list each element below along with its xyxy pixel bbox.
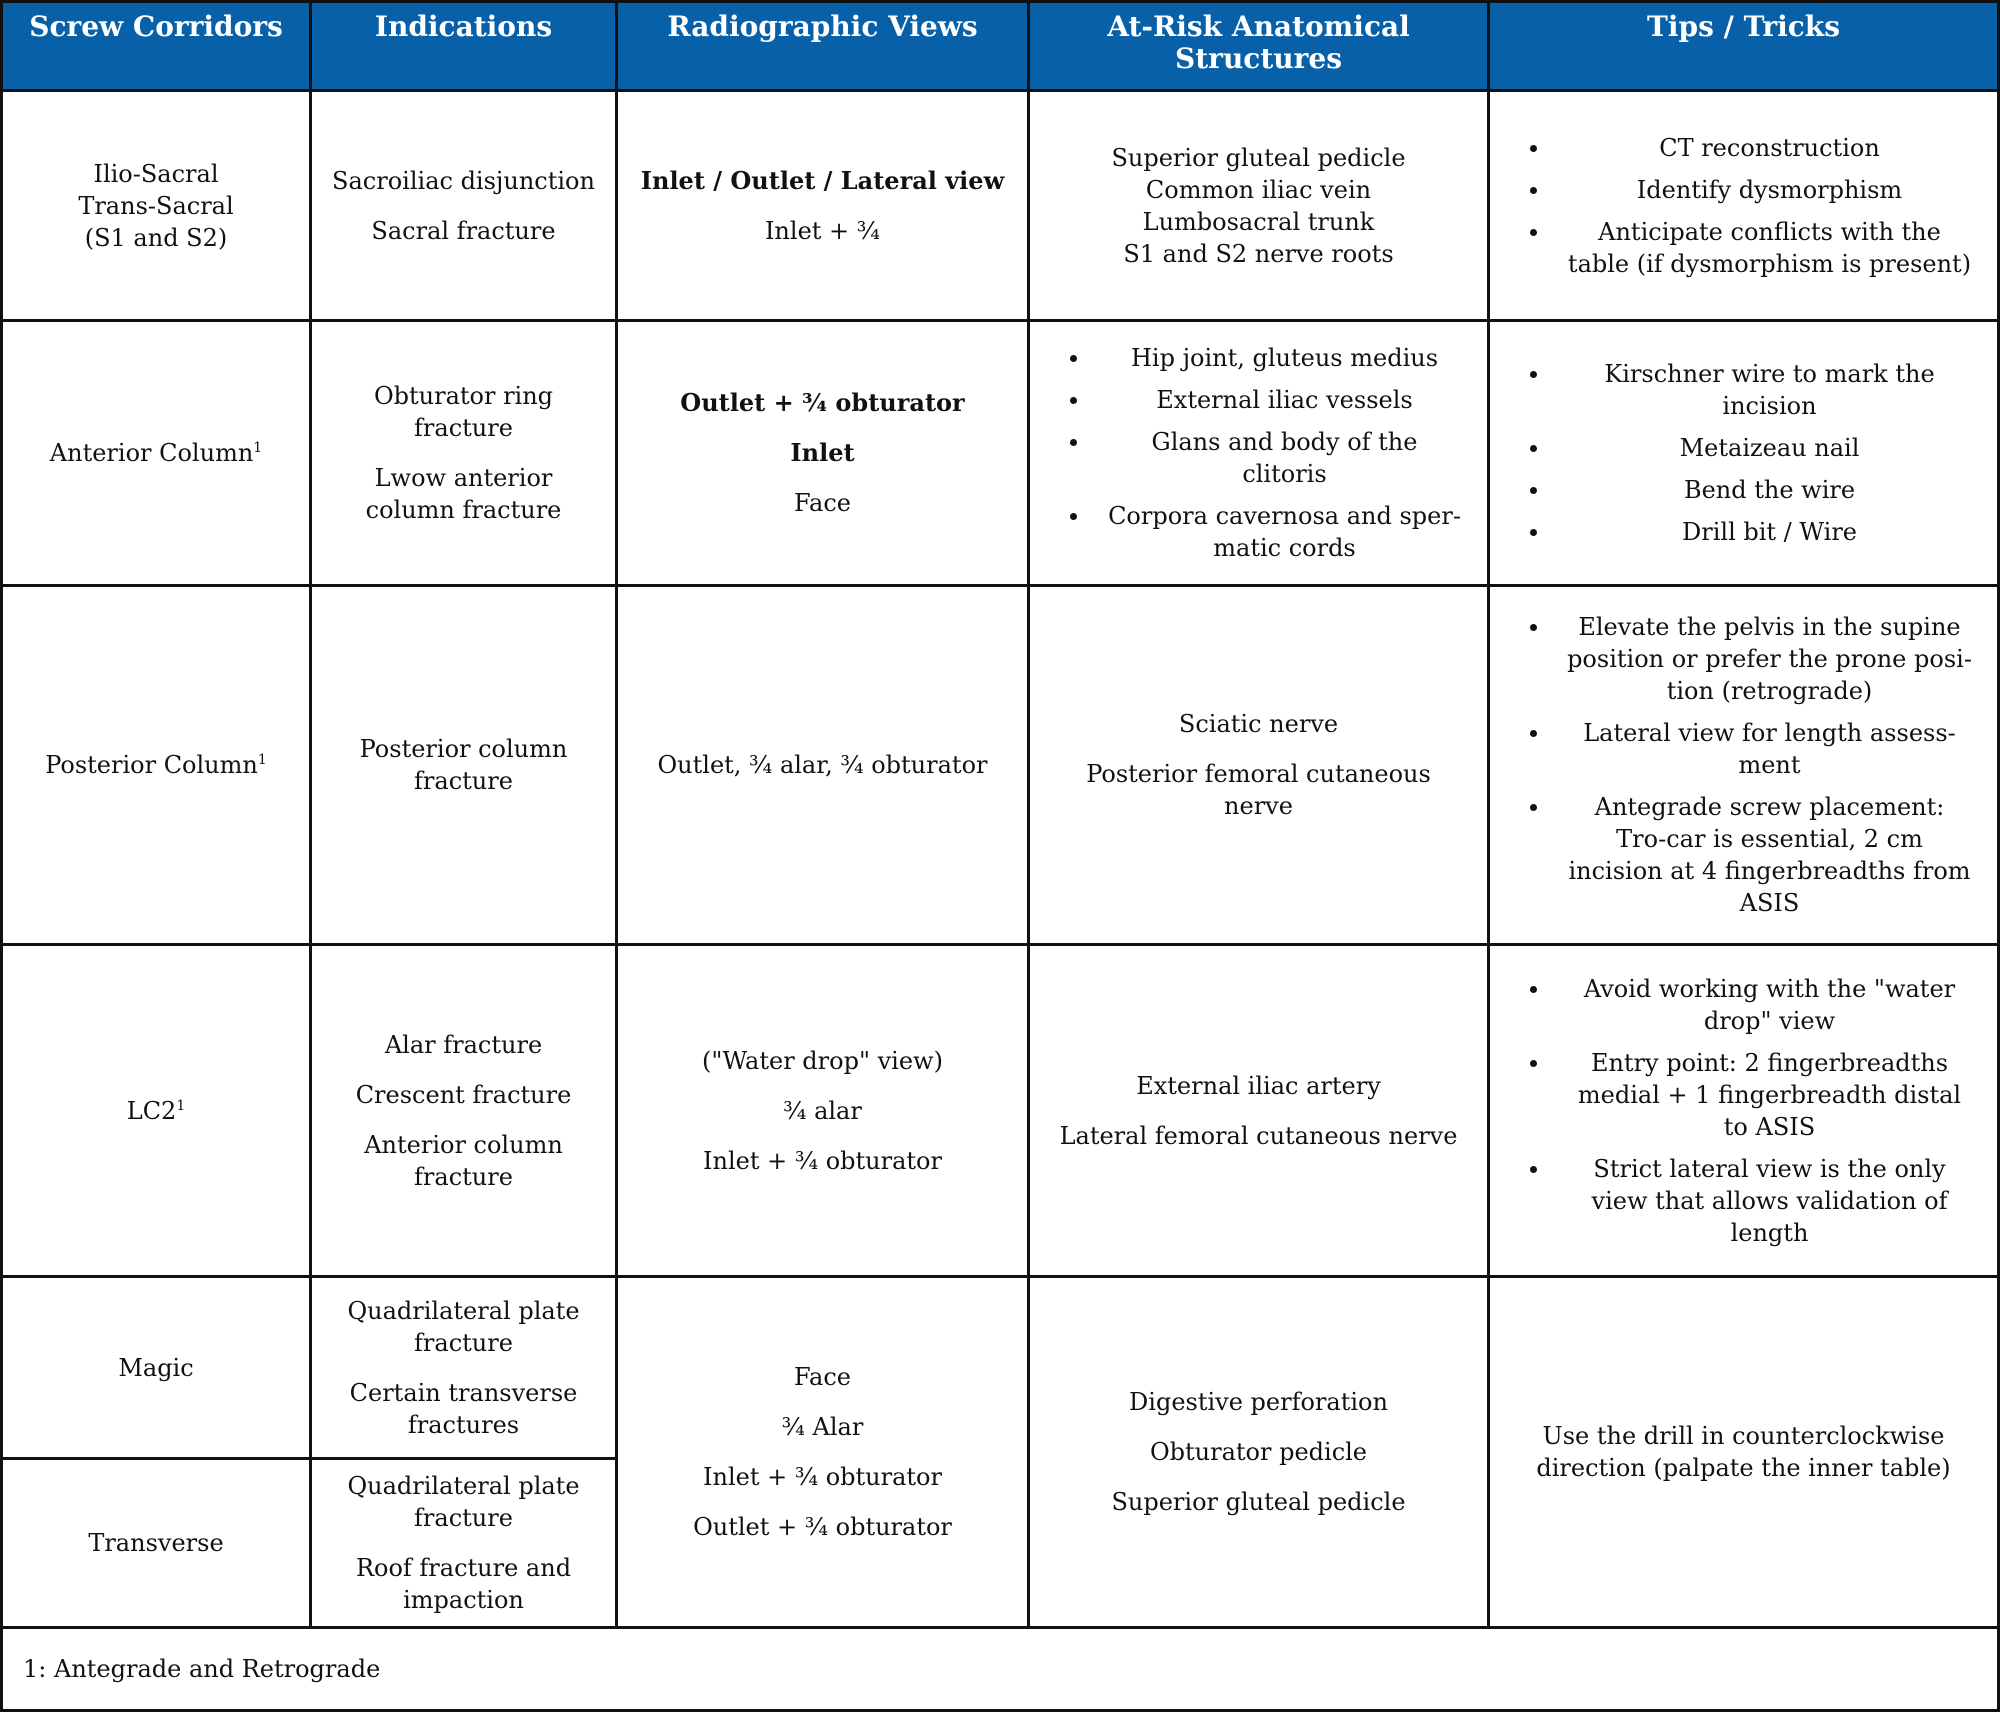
bullet-icon — [1530, 229, 1537, 236]
indications-cell — [309, 943, 618, 1278]
structure: External iliac artery — [1136, 1071, 1381, 1100]
corridor-name: LC2 — [126, 1096, 177, 1125]
structure: Superior gluteal pedicle — [1111, 143, 1406, 172]
indications-cell-transverse — [309, 1457, 618, 1629]
structure: Obturator pedicle — [1149, 1438, 1368, 1466]
bullet-icon — [1530, 986, 1537, 993]
header-tips-tricks — [1487, 0, 2000, 92]
tip-text: Entry point: 2 fingerbreadths medial + 1 fingerbreadth distal to ASIS — [1577, 1048, 1962, 1141]
view: ("Water drop" view) — [702, 1046, 943, 1075]
structure: Digestive perforation — [1129, 1388, 1388, 1416]
tip-item — [1508, 474, 1979, 506]
structure-item — [1048, 426, 1469, 490]
corridor-posterior-column — [0, 584, 312, 946]
indication: Quadrilateral plate fracture — [347, 1472, 580, 1532]
bullet-icon — [1530, 1166, 1537, 1173]
view: Outlet + ¾ obturator — [693, 1513, 952, 1541]
structure: Sciatic nerve — [1178, 710, 1339, 738]
view: Inlet + ¾ obturator — [703, 1463, 942, 1491]
tip-text: Metaizeau nail — [1679, 434, 1860, 462]
views-cell — [615, 943, 1030, 1278]
tip-item — [1508, 358, 1979, 422]
indication: Obturator ring fracture — [373, 382, 554, 442]
indication: Quadrilateral plate fracture — [347, 1296, 580, 1357]
indication: Crescent fracture — [355, 1080, 572, 1109]
structure: Posterior femoral cutaneous nerve — [1086, 760, 1431, 820]
tips-cell — [1487, 1275, 2000, 1629]
header-indications — [309, 0, 618, 92]
view: ¾ Alar — [781, 1413, 864, 1441]
tip-text: Identify dysmorphism — [1636, 175, 1903, 204]
bullet-icon — [1530, 371, 1537, 378]
structures-cell — [1027, 89, 1490, 322]
tip-item — [1508, 1047, 1979, 1143]
tip-item — [1508, 216, 1979, 280]
views-cell — [615, 1275, 1030, 1629]
corridor-anterior-column — [0, 319, 312, 587]
tip-item — [1508, 1153, 1979, 1249]
tips-cell — [1487, 89, 2000, 322]
corridor-name: Transverse — [88, 1529, 224, 1557]
corridor-magic — [0, 1275, 312, 1460]
structure-item — [1048, 342, 1469, 374]
tip-text: Elevate the pelvis in the supine position or prefer the prone posi-tion (retrograde) — [1567, 613, 1972, 705]
bullet-icon — [1530, 624, 1537, 631]
bullet-icon — [1070, 355, 1077, 362]
view: Outlet, ¾ alar, ¾ obturator — [657, 751, 988, 779]
corridor-name: Posterior Column — [45, 751, 258, 779]
footnote-ref: 1 — [257, 752, 267, 768]
indication: Roof fracture and impaction — [355, 1554, 572, 1614]
indication: Posterior column fracture — [359, 735, 568, 795]
structures-cell — [1027, 319, 1490, 587]
structure-item — [1048, 500, 1469, 564]
view-bold: Inlet — [790, 438, 855, 467]
view-bold: Inlet / Outlet / Lateral view — [640, 165, 1005, 195]
indication: Certain transverse fractures — [349, 1378, 578, 1439]
tip-item — [1508, 516, 1979, 548]
bullet-icon — [1070, 397, 1077, 404]
view: Face — [794, 489, 851, 517]
bullet-icon — [1530, 730, 1537, 737]
footnote — [0, 1626, 2000, 1712]
structure-item — [1048, 384, 1469, 416]
view-bold: Outlet + ¾ obturator — [680, 388, 965, 417]
indications-cell — [309, 89, 618, 322]
header-label: At-Risk Anatomical Structures — [1107, 10, 1410, 75]
corridor-line: (S1 and S2) — [84, 223, 228, 252]
corridor-lc2 — [0, 943, 312, 1278]
tips-cell — [1487, 584, 2000, 946]
bullet-icon — [1530, 445, 1537, 452]
tip-text: Bend the wire — [1683, 476, 1856, 504]
corridor-label — [127, 1095, 186, 1127]
structure-text: Glans and body of the clitoris — [1151, 428, 1418, 488]
corridor-name: Magic — [118, 1353, 194, 1382]
structure: Superior gluteal pedicle — [1111, 1488, 1406, 1516]
header-label: Tips / Tricks — [1647, 10, 1840, 43]
tip-text: Avoid working with the "water drop" view — [1583, 974, 1956, 1035]
tips-cell — [1487, 943, 2000, 1278]
tip-text: Drill bit / Wire — [1682, 518, 1857, 546]
corridor-label — [50, 437, 262, 469]
tip-item — [1508, 611, 1979, 707]
views-cell — [615, 584, 1030, 946]
header-screw-corridors — [0, 0, 312, 92]
indications-cell-magic — [309, 1275, 618, 1460]
structure: S1 and S2 nerve roots — [1123, 239, 1394, 268]
footnote-ref: 1 — [176, 1097, 186, 1114]
structure-text: Hip joint, gluteus medius — [1130, 344, 1439, 372]
tip-text: Antegrade screw placement: Tro-car is essential, 2 cm incision at 4 fingerbreadths from ASIS — [1568, 793, 1971, 917]
indication: Sacroiliac disjunction — [332, 166, 595, 195]
tip-text: Lateral view for length assess-ment — [1583, 719, 1956, 779]
corridor-ilio-sacral — [0, 89, 312, 322]
corridor-name: Anterior Column — [49, 439, 254, 467]
tip-text: CT reconstruction — [1659, 133, 1880, 162]
bullet-icon — [1530, 529, 1537, 536]
header-label: Radiographic Views — [667, 10, 978, 43]
tip-item — [1508, 132, 1979, 164]
view: ¾ alar — [783, 1096, 862, 1125]
structures-cell — [1027, 584, 1490, 946]
indication: Anterior column fracture — [364, 1130, 563, 1191]
indication: Alar fracture — [384, 1030, 543, 1059]
structures-cell — [1027, 943, 1490, 1278]
corridor-line: Trans-Sacral — [78, 191, 234, 220]
header-at-risk-structures — [1027, 0, 1490, 92]
structure: Lateral femoral cutaneous nerve — [1059, 1121, 1458, 1150]
tip-item — [1508, 432, 1979, 464]
indication: Lwow anterior column fracture — [365, 464, 562, 524]
tip-text: Strict lateral view is the only view that allows validation of length — [1591, 1154, 1948, 1247]
indications-cell — [309, 584, 618, 946]
view: Inlet + ¾ — [764, 216, 881, 245]
views-cell — [615, 319, 1030, 587]
indications-cell — [309, 319, 618, 587]
structure: Lumbosacral trunk — [1142, 207, 1375, 236]
structure-text: Corpora cavernosa and sper-matic cords — [1108, 502, 1461, 562]
tip-text: Use the drill in counterclockwise direction (palpate the inner table) — [1536, 1422, 1951, 1482]
footnote-ref: 1 — [253, 440, 263, 456]
corridor-label — [45, 749, 267, 781]
footnote-text: 1: Antegrade and Retrograde — [23, 1655, 381, 1683]
bullet-icon — [1070, 513, 1077, 520]
tip-item — [1508, 791, 1979, 919]
view: Inlet + ¾ obturator — [703, 1146, 942, 1175]
bullet-icon — [1530, 187, 1537, 194]
tip-item — [1508, 174, 1979, 206]
corridor-transverse — [0, 1457, 312, 1629]
bullet-icon — [1530, 487, 1537, 494]
bullet-icon — [1530, 1060, 1537, 1067]
header-label: Indications — [374, 10, 553, 43]
header-radiographic-views — [615, 0, 1030, 92]
views-cell — [615, 89, 1030, 322]
tip-text: Kirschner wire to mark the incision — [1604, 360, 1935, 420]
bullet-icon — [1070, 439, 1077, 446]
tip-item — [1508, 973, 1979, 1037]
tip-item — [1508, 717, 1979, 781]
structure: Common iliac vein — [1145, 175, 1372, 204]
tips-cell — [1487, 319, 2000, 587]
header-label: Screw Corridors — [29, 10, 283, 43]
view: Face — [794, 1363, 851, 1391]
tip-text: Anticipate conflicts with the table (if dysmorphism is present) — [1567, 217, 1972, 278]
bullet-icon — [1530, 145, 1537, 152]
structure-text: External iliac vessels — [1156, 386, 1413, 414]
corridor-line: Ilio-Sacral — [93, 159, 219, 188]
structures-cell — [1027, 1275, 1490, 1629]
indication: Sacral fracture — [371, 216, 556, 245]
bullet-icon — [1530, 804, 1537, 811]
